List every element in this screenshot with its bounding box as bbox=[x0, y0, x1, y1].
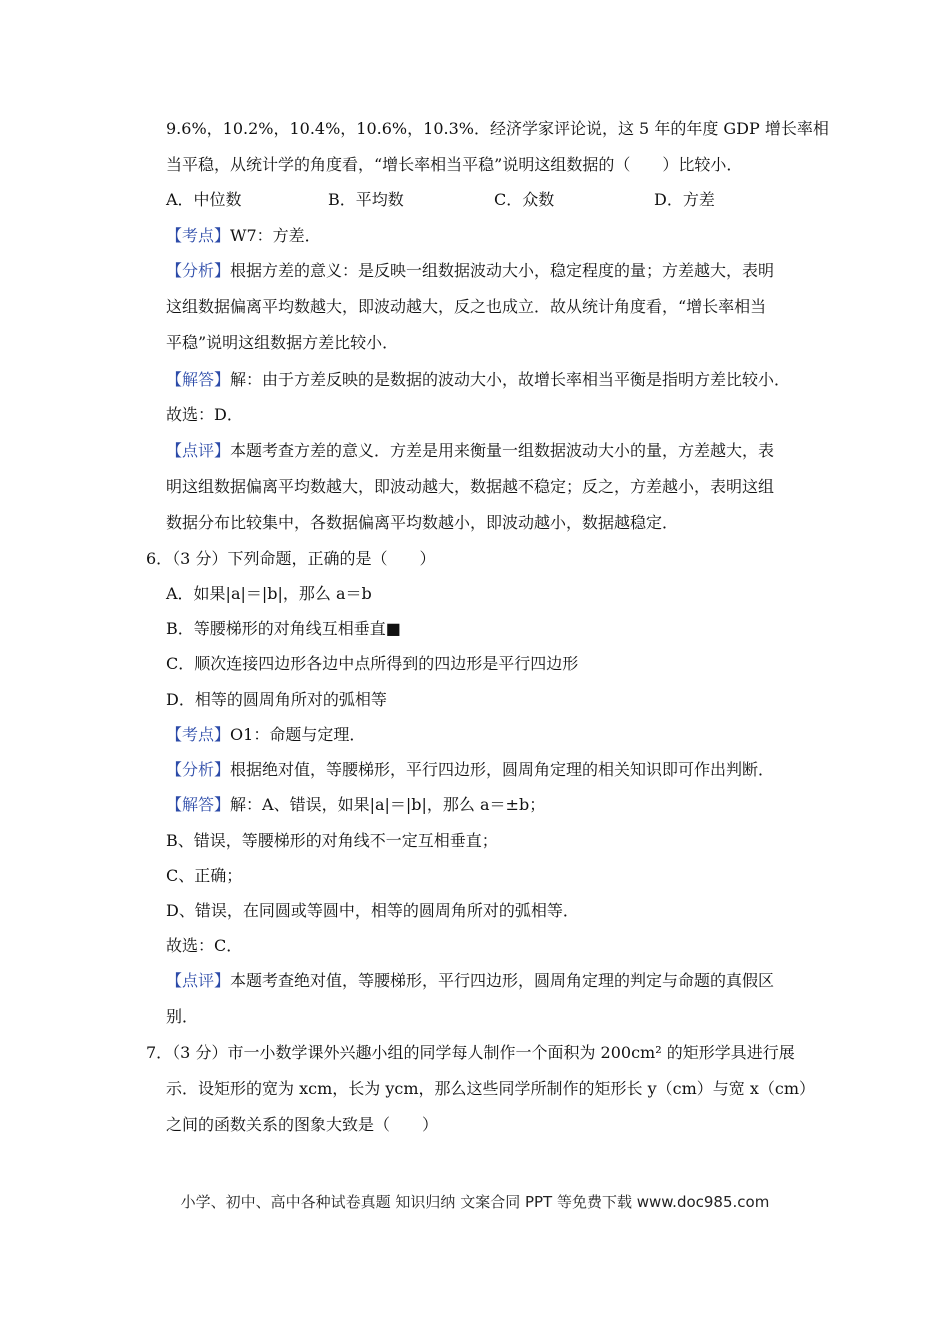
q5-jieda-line-1 bbox=[166, 368, 790, 392]
q6-stem: 6．（3 分）下列命题，正确的是（ ） bbox=[146, 549, 436, 568]
q5-option-b: B．平均数 bbox=[328, 190, 404, 209]
kaodian-tag: 【考点】 bbox=[166, 725, 231, 744]
q6-option-d: D．相等的圆周角所对的弧相等 bbox=[166, 690, 387, 709]
q7-stem-line-1: 7．（3 分）市一小数学课外兴趣小组的同学每人制作一个面积为 200cm² 的矩形学具进行展 bbox=[146, 1043, 795, 1062]
fenxi-tag: 【分析】 bbox=[166, 760, 231, 779]
q5-kaodian bbox=[166, 224, 321, 248]
q7-stem-line-2: 示．设矩形的宽为 xcm，长为 ycm，那么这些同学所制作的矩形长 y（cm）与宽 x（cm） bbox=[166, 1079, 816, 1098]
q5-dianping-line-1 bbox=[166, 439, 774, 463]
q5-fenxi-line-2: 这组数据偏离平均数越大，即波动越大，反之也成立．故从统计角度看，“增长率相当 bbox=[166, 297, 767, 316]
q6-option-b: B．等腰梯形的对角线互相垂直■ bbox=[166, 619, 401, 638]
q6-jieda-line-2: B、错误，等腰梯形的对角线不一定互相垂直； bbox=[166, 831, 498, 850]
page-footer: 小学、初中、高中各种试卷真题 知识归纳 文案合同 PPT 等免费下载 www.doc985.com bbox=[180, 1193, 770, 1211]
q6-jieda-line-4: D、错误，在同圆或等圆中，相等的圆周角所对的弧相等． bbox=[166, 901, 579, 920]
q6-dianping-line-2: 别． bbox=[166, 1007, 199, 1026]
q5-fenxi-line-1 bbox=[166, 259, 774, 283]
q5-dianping-line-3: 数据分布比较集中，各数据偏离平均数越小，即波动越小，数据越稳定． bbox=[166, 513, 679, 532]
dianping-text: 本题考查方差的意义．方差是用来衡量一组数据波动大小的量，方差越大，表 bbox=[230, 441, 775, 460]
kaodian-tag: 【考点】 bbox=[166, 226, 231, 245]
q6-jieda-line-5: 故选：C． bbox=[166, 936, 243, 955]
q6-jieda-line-1 bbox=[166, 793, 545, 817]
q5-dianping-line-2: 明这组数据偏离平均数越大，即波动越大，数据越不稳定；反之，方差越小，表明这组 bbox=[166, 477, 775, 496]
jieda-text: 解：由于方差反映的是数据的波动大小，故增长率相当平衡是指明方差比较小． bbox=[230, 370, 791, 389]
jieda-tag: 【解答】 bbox=[166, 795, 231, 814]
q5-option-a: A．中位数 bbox=[166, 190, 242, 209]
kaodian-text: O1：命题与定理． bbox=[230, 725, 366, 744]
q6-jieda-line-3: C、正确； bbox=[166, 866, 243, 885]
q6-kaodian bbox=[166, 723, 365, 747]
q5-stem-line-1: 9.6%，10.2%，10.4%，10.6%，10.3%．经济学家评论说，这 5 年的年度 GDP 增长率相 bbox=[166, 119, 829, 138]
fenxi-tag: 【分析】 bbox=[166, 261, 231, 280]
q5-jieda-line-2: 故选：D． bbox=[166, 405, 243, 424]
q5-stem-line-2: 当平稳，从统计学的角度看，“增长率相当平稳”说明这组数据的（ ）比较小． bbox=[166, 155, 743, 174]
q5-option-c: C．众数 bbox=[494, 190, 555, 209]
q5-fenxi-line-3: 平稳”说明这组数据方差比较小． bbox=[166, 333, 399, 352]
q6-option-a: A．如果|a|＝|b|，那么 a＝b bbox=[166, 584, 372, 603]
kaodian-text: W7：方差． bbox=[230, 226, 321, 245]
q6-fenxi bbox=[166, 758, 774, 782]
dianping-tag: 【点评】 bbox=[166, 441, 231, 460]
dianping-tag: 【点评】 bbox=[166, 971, 231, 990]
dianping-text: 本题考查绝对值，等腰梯形，平行四边形，圆周角定理的判定与命题的真假区 bbox=[230, 971, 775, 990]
jieda-text: 解：A、错误，如果|a|＝|b|，那么 a＝±b； bbox=[230, 795, 546, 814]
q5-option-d: D．方差 bbox=[654, 190, 715, 209]
jieda-tag: 【解答】 bbox=[166, 370, 231, 389]
q7-stem-line-3: 之间的函数关系的图象大致是（ ） bbox=[166, 1115, 439, 1134]
q6-dianping-line-1 bbox=[166, 969, 774, 993]
q6-option-c: C．顺次连接四边形各边中点所得到的四边形是平行四边形 bbox=[166, 654, 579, 673]
fenxi-text: 根据绝对值，等腰梯形，平行四边形，圆周角定理的相关知识即可作出判断． bbox=[230, 760, 775, 779]
fenxi-text: 根据方差的意义：是反映一组数据波动大小，稳定程度的量；方差越大，表明 bbox=[230, 261, 775, 280]
